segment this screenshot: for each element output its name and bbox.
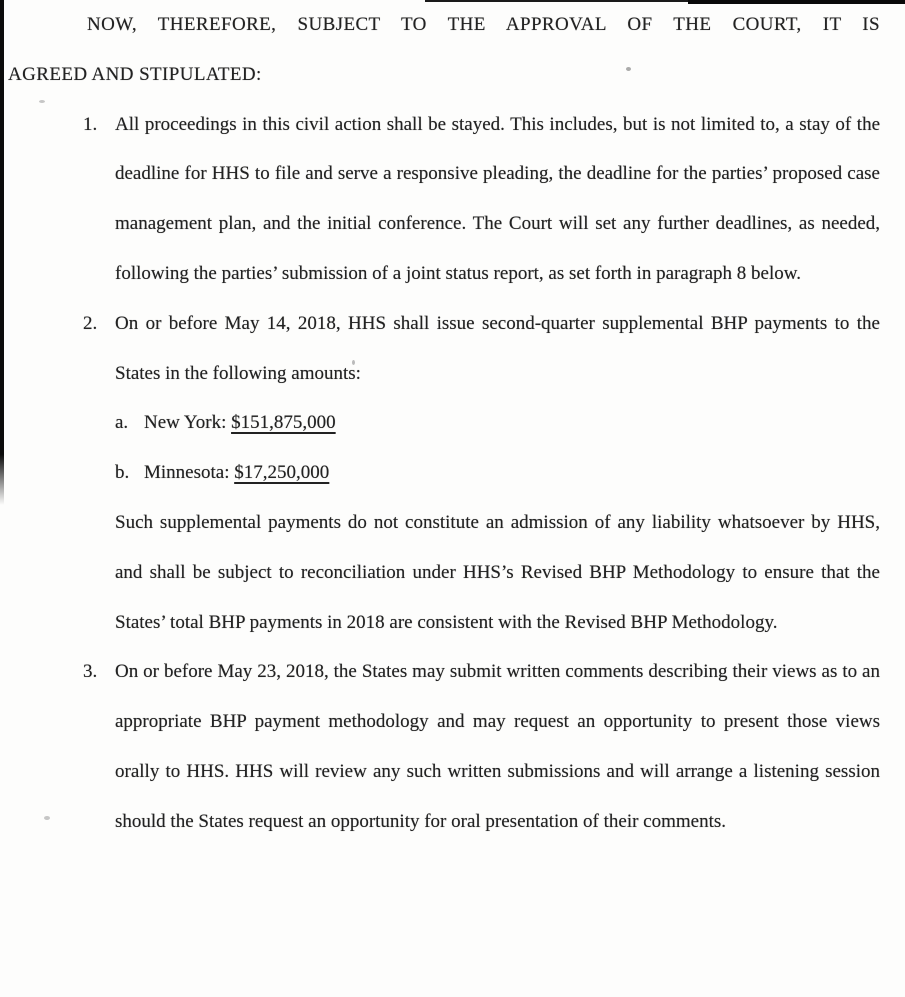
item-2-body xyxy=(115,299,880,648)
item-2-continuation: Such supplemental payments do not constitute an admission of any liability whatsoever by HHS, and shall be subject to reconciliation under HHS’s Revised BHP Methodology to ensure that the States’ total BHP payments in 2018 are consistent with the Revised BHP Methodology. xyxy=(115,511,880,633)
subitem-a-text xyxy=(144,398,880,448)
subitem-b-amount: $17,250,000 xyxy=(234,462,330,484)
subitem-b xyxy=(115,448,880,498)
subitem-a-label: New York: xyxy=(144,412,227,434)
intro-paragraph xyxy=(8,0,880,100)
document-content xyxy=(8,0,880,847)
item-3-body xyxy=(115,647,880,846)
subitem-a-amount: $151,875,000 xyxy=(231,412,336,434)
intro-line-2: AGREED AND STIPULATED: xyxy=(8,63,262,85)
subitem-b-letter: b. xyxy=(115,462,130,484)
list-item-1 xyxy=(8,100,880,299)
subitem-b-text xyxy=(144,448,880,498)
item-1-number: 1. xyxy=(83,113,98,135)
subitem-b-label: Minnesota: xyxy=(144,462,230,484)
item-1-text: All proceedings in this civil action shall be stayed. This includes, but is not limited to, a stay of the deadline for HHS to file and serve a responsive pleading, the deadline for the parties’ proposed case management plan, and the initial conference. The Court will set any further deadlines, as needed, following the parties’ submission of a joint status report, as set forth in paragraph 8 below. xyxy=(115,113,880,284)
item-3-number: 3. xyxy=(83,661,98,683)
list-item-3 xyxy=(8,647,880,846)
subitem-a xyxy=(115,398,880,448)
item-2-number: 2. xyxy=(83,312,98,334)
list-item-2 xyxy=(8,299,880,648)
intro-line-1: NOW, THEREFORE, SUBJECT TO THE APPROVAL OF THE COURT, IT IS xyxy=(87,14,880,35)
item-3-text: On or before May 23, 2018, the States may submit written comments describing their views as to an appropriate BHP payment methodology and may request an opportunity to present those views orally to HHS. HHS will review any such written submissions and will arrange a listening session should the States request an opportunity for oral presentation of their comments. xyxy=(115,661,880,832)
scan-edge-left xyxy=(0,0,4,505)
item-1-body xyxy=(115,100,880,299)
item-2-text: On or before May 14, 2018, HHS shall issue second-quarter supplemental BHP payments to the States in the following amounts: xyxy=(115,312,880,384)
subitem-a-letter: a. xyxy=(115,412,129,434)
